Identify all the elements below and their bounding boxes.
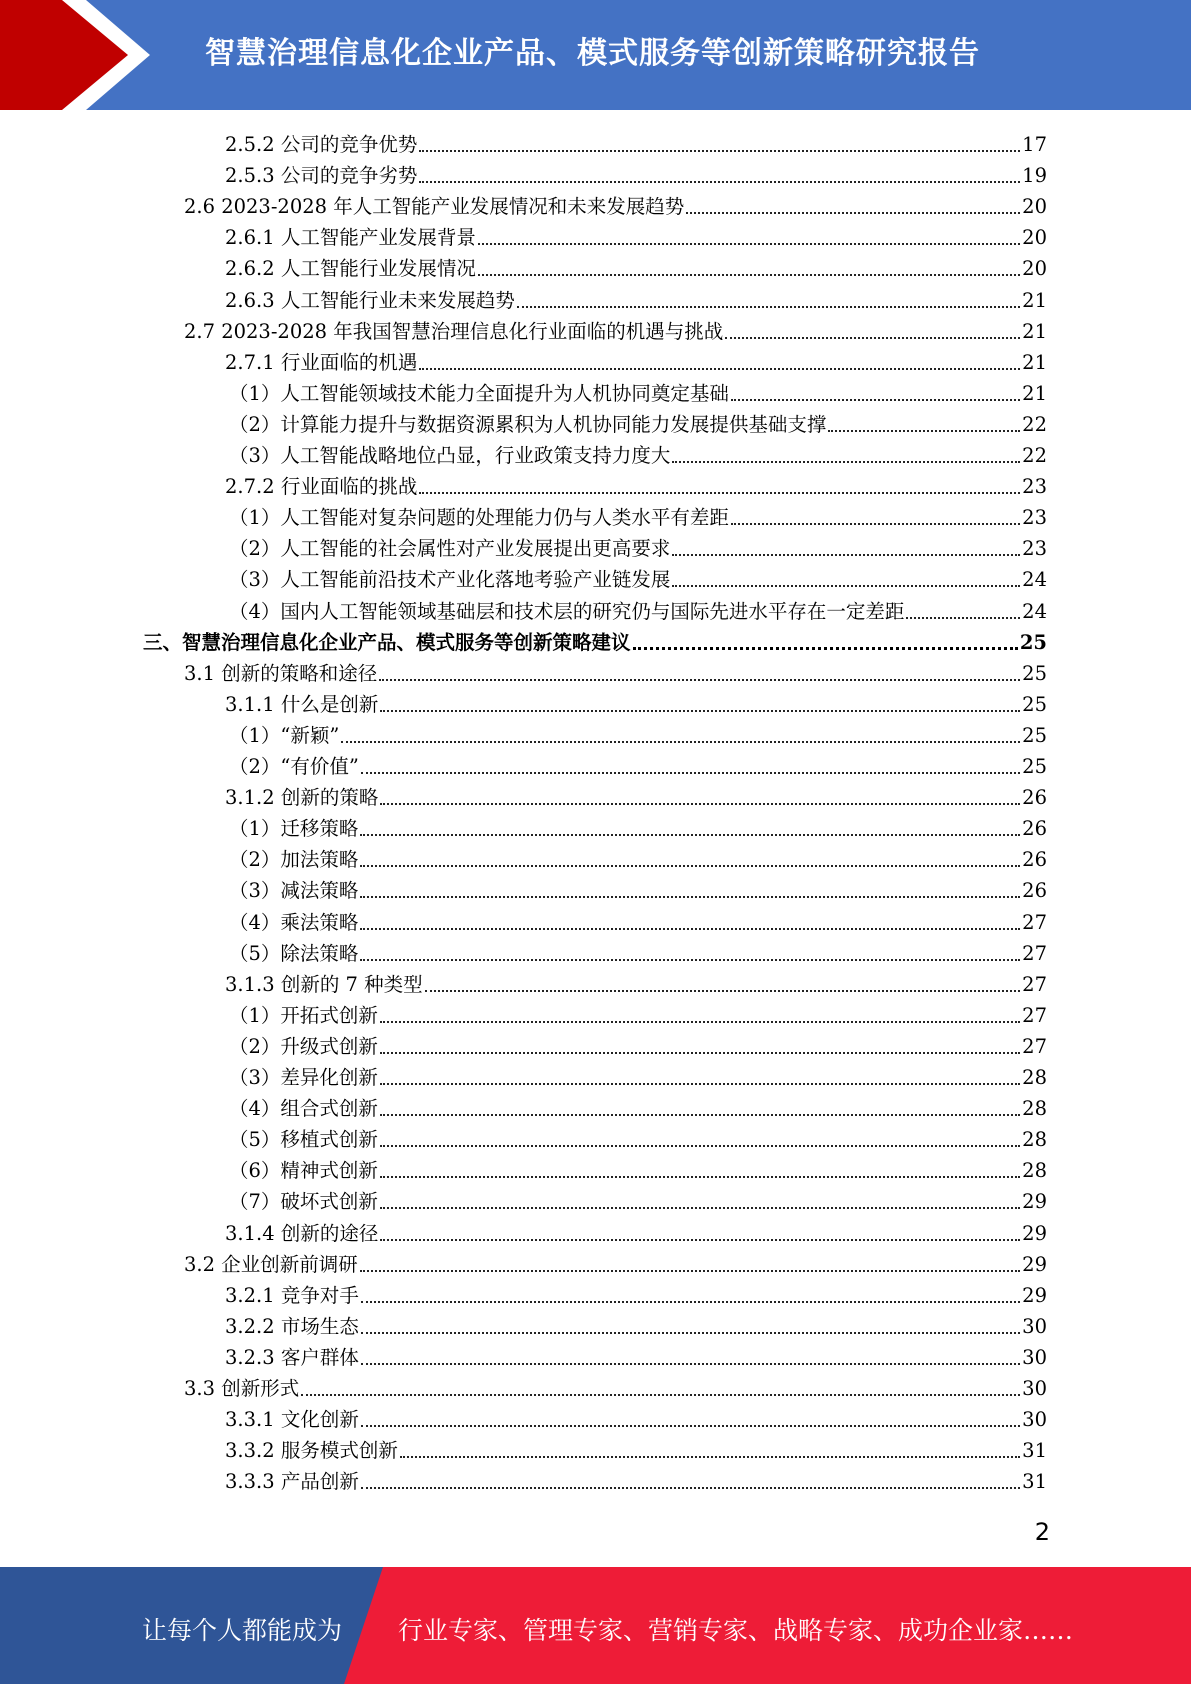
toc-entry-title: 2.6 2023-2028 年人工智能产业发展情况和未来发展趋势 bbox=[184, 195, 685, 219]
toc-entry[interactable] bbox=[184, 656, 1047, 687]
toc-entry-page: 29 bbox=[1022, 1190, 1047, 1214]
toc-leader-dots bbox=[360, 865, 1020, 867]
toc-entry-page: 21 bbox=[1022, 288, 1047, 312]
toc-entry[interactable] bbox=[229, 562, 1047, 593]
toc-entry-page: 20 bbox=[1022, 226, 1047, 250]
toc-leader-dots bbox=[633, 647, 1018, 650]
toc-leader-dots bbox=[361, 1363, 1020, 1365]
toc-entry-title: 3.1 创新的策略和途径 bbox=[184, 661, 378, 685]
toc-leader-dots bbox=[419, 368, 1020, 370]
toc-entry-title: （3）人工智能战略地位凸显，行业政策支持力度大 bbox=[229, 444, 671, 467]
toc-entry-page: 20 bbox=[1022, 195, 1047, 219]
toc-entry-title: 2.6.3 人工智能行业未来发展趋势 bbox=[225, 288, 515, 312]
toc-entry-title: （2）加法策略 bbox=[229, 848, 359, 872]
toc-entry-page: 17 bbox=[1022, 133, 1047, 156]
toc-entry-title: 2.7 2023-2028 年我国智慧治理信息化行业面临的机遇与挑战 bbox=[184, 319, 724, 343]
toc-entry-page: 21 bbox=[1022, 381, 1047, 405]
toc-entry-title: 2.5.3 公司的竞争劣势 bbox=[225, 164, 418, 188]
toc-entry-page: 27 bbox=[1022, 1003, 1047, 1027]
toc-entry[interactable] bbox=[225, 469, 1047, 500]
toc-leader-dots bbox=[419, 150, 1020, 152]
toc-leader-dots bbox=[517, 306, 1020, 308]
toc-entry-title: 3.2.2 市场生态 bbox=[225, 1314, 359, 1338]
toc-leader-dots bbox=[731, 523, 1020, 525]
toc-leader-dots bbox=[380, 1207, 1020, 1209]
toc-entry-page: 22 bbox=[1022, 444, 1047, 467]
toc-entry[interactable] bbox=[225, 1402, 1047, 1433]
page-number: 2 bbox=[1034, 1518, 1050, 1546]
toc-leader-dots bbox=[360, 1270, 1020, 1272]
toc-entry-page: 26 bbox=[1022, 817, 1047, 841]
toc-entry-title: 3.2.3 客户群体 bbox=[225, 1345, 359, 1369]
toc-leader-dots bbox=[380, 1239, 1020, 1241]
toc-entry-title: （2）“有价值” bbox=[229, 755, 359, 778]
toc-entry-title: （7）破坏式创新 bbox=[229, 1190, 378, 1214]
toc-entry-title: （1）开拓式创新 bbox=[229, 1003, 378, 1027]
toc-entry[interactable] bbox=[225, 345, 1047, 376]
toc-entry-title: （4）组合式创新 bbox=[229, 1097, 378, 1121]
toc-entry-title: 3.1.3 创新的 7 种类型 bbox=[225, 972, 423, 996]
toc-entry[interactable] bbox=[225, 1309, 1047, 1340]
toc-entry[interactable] bbox=[225, 158, 1047, 189]
toc-entry[interactable] bbox=[229, 594, 1047, 625]
toc-entry-title: （1）人工智能领域技术能力全面提升为人机协同奠定基础 bbox=[229, 381, 729, 405]
toc-entry-page: 30 bbox=[1022, 1377, 1047, 1400]
toc-leader-dots bbox=[361, 772, 1020, 774]
toc-leader-dots bbox=[828, 430, 1020, 432]
toc-entry[interactable] bbox=[225, 1464, 1047, 1495]
toc-entry[interactable] bbox=[184, 1247, 1047, 1278]
toc-leader-dots bbox=[341, 741, 1020, 743]
toc-entry-page: 25 bbox=[1019, 630, 1047, 654]
toc-entry-page: 23 bbox=[1022, 537, 1047, 561]
toc-entry[interactable] bbox=[229, 500, 1047, 531]
toc-leader-dots bbox=[400, 1456, 1020, 1458]
toc-entry[interactable] bbox=[229, 936, 1047, 967]
toc-entry-title: 2.5.2 公司的竞争优势 bbox=[225, 133, 418, 156]
toc-entry-title: （2）计算能力提升与数据资源累积为人机协同能力发展提供基础支撑 bbox=[229, 412, 827, 436]
toc-entry-page: 27 bbox=[1022, 910, 1047, 934]
toc-entry[interactable] bbox=[225, 687, 1047, 718]
toc-entry-page: 25 bbox=[1022, 661, 1047, 685]
toc-leader-dots bbox=[419, 492, 1020, 494]
toc-leader-dots bbox=[379, 679, 1020, 681]
toc-leader-dots bbox=[478, 243, 1020, 245]
toc-leader-dots bbox=[380, 1021, 1020, 1023]
toc-leader-dots bbox=[906, 617, 1020, 619]
toc-entry[interactable] bbox=[225, 1433, 1047, 1464]
toc-entry[interactable] bbox=[143, 625, 1047, 656]
toc-entry[interactable] bbox=[229, 718, 1047, 749]
toc-entry-page: 30 bbox=[1022, 1408, 1047, 1432]
toc-entry-page: 23 bbox=[1022, 475, 1047, 499]
toc-leader-dots bbox=[361, 1425, 1020, 1427]
toc-entry-page: 20 bbox=[1022, 257, 1047, 281]
toc-entry-page: 30 bbox=[1022, 1345, 1047, 1369]
toc-leader-dots bbox=[672, 585, 1020, 587]
toc-entry-page: 25 bbox=[1022, 755, 1047, 778]
toc-entry-title: 3.2 企业创新前调研 bbox=[184, 1252, 358, 1276]
toc-leader-dots bbox=[419, 181, 1020, 183]
toc-entry[interactable] bbox=[229, 407, 1047, 438]
toc-leader-dots bbox=[360, 928, 1020, 930]
toc-entry[interactable] bbox=[229, 811, 1047, 842]
toc-entry-page: 28 bbox=[1022, 1066, 1047, 1089]
page-footer bbox=[0, 1567, 1191, 1684]
toc-entry-page: 25 bbox=[1022, 723, 1047, 747]
toc-entry-title: （1）迁移策略 bbox=[229, 817, 359, 841]
toc-entry-page: 28 bbox=[1022, 1128, 1047, 1152]
toc-entry[interactable] bbox=[229, 998, 1047, 1029]
toc-entry[interactable] bbox=[229, 531, 1047, 562]
report-title: 智慧治理信息化企业产品、模式服务等创新策略研究报告 bbox=[205, 36, 980, 71]
toc-entry[interactable] bbox=[225, 283, 1047, 314]
toc-leader-dots bbox=[361, 1301, 1020, 1303]
toc-entry-page: 27 bbox=[1022, 972, 1047, 996]
toc-entry-title: 2.7.1 行业面临的机遇 bbox=[225, 350, 418, 374]
toc-entry-page: 19 bbox=[1022, 164, 1047, 188]
toc-entry[interactable] bbox=[225, 1216, 1047, 1247]
toc-entry[interactable] bbox=[184, 314, 1047, 345]
toc-leader-dots bbox=[360, 896, 1020, 898]
toc-entry-page: 22 bbox=[1022, 412, 1047, 436]
toc-entry-page: 27 bbox=[1022, 941, 1047, 965]
toc-leader-dots bbox=[380, 803, 1020, 805]
toc-entry-title: （5）移植式创新 bbox=[229, 1128, 378, 1152]
toc-leader-dots bbox=[672, 554, 1020, 556]
toc-entry[interactable] bbox=[225, 780, 1047, 811]
header-arrow-decoration bbox=[0, 0, 160, 110]
toc-entry-page: 24 bbox=[1022, 568, 1047, 592]
toc-entry-page: 30 bbox=[1022, 1314, 1047, 1338]
toc-entry-title: （4）国内人工智能领域基础层和技术层的研究仍与国际先进水平存在一定差距 bbox=[229, 599, 905, 623]
toc-entry-page: 29 bbox=[1022, 1283, 1047, 1307]
toc-entry-page: 28 bbox=[1022, 1097, 1047, 1121]
toc-entry-title: （2）升级式创新 bbox=[229, 1034, 378, 1058]
toc-leader-dots bbox=[478, 274, 1020, 276]
toc-leader-dots bbox=[380, 1145, 1020, 1147]
toc-entry[interactable] bbox=[229, 376, 1047, 407]
toc-leader-dots bbox=[380, 1083, 1020, 1085]
toc-leader-dots bbox=[360, 959, 1020, 961]
toc-entry[interactable] bbox=[225, 220, 1047, 251]
toc-leader-dots bbox=[725, 337, 1020, 339]
toc-entry-title: 3.2.1 竞争对手 bbox=[225, 1283, 359, 1307]
footer-slogan-right: 行业专家、管理专家、营销专家、战略专家、成功企业家…… bbox=[398, 1616, 1074, 1645]
toc-entry[interactable] bbox=[225, 967, 1047, 998]
toc-entry[interactable] bbox=[225, 251, 1047, 282]
toc-entry-title: 3.3.1 文化创新 bbox=[225, 1408, 359, 1432]
toc-entry[interactable] bbox=[229, 1153, 1047, 1184]
toc-leader-dots bbox=[360, 834, 1020, 836]
toc-entry[interactable] bbox=[184, 1371, 1047, 1402]
toc-entry[interactable] bbox=[229, 1091, 1047, 1122]
toc-leader-dots bbox=[380, 1176, 1020, 1178]
toc-entry-page: 28 bbox=[1022, 1159, 1047, 1183]
toc-leader-dots bbox=[380, 1114, 1020, 1116]
toc-entry[interactable] bbox=[229, 1184, 1047, 1215]
toc-entry[interactable] bbox=[229, 1029, 1047, 1060]
toc-entry-page: 29 bbox=[1022, 1221, 1047, 1245]
toc-entry-title: 2.6.1 人工智能产业发展背景 bbox=[225, 226, 476, 250]
toc-leader-dots bbox=[361, 1332, 1020, 1334]
toc-entry[interactable] bbox=[229, 905, 1047, 936]
toc-entry-title: 2.6.2 人工智能行业发展情况 bbox=[225, 257, 476, 281]
toc-entry-page: 26 bbox=[1022, 786, 1047, 810]
toc-entry-title: 2.7.2 行业面临的挑战 bbox=[225, 475, 418, 499]
toc-entry-page: 24 bbox=[1022, 599, 1047, 623]
toc-entry[interactable] bbox=[229, 873, 1047, 904]
toc-entry-title: （6）精神式创新 bbox=[229, 1159, 378, 1183]
toc-entry-title: （3）人工智能前沿技术产业化落地考验产业链发展 bbox=[229, 568, 671, 592]
toc-leader-dots bbox=[380, 1052, 1020, 1054]
toc-entry-page: 23 bbox=[1022, 506, 1047, 530]
toc-entry-page: 29 bbox=[1022, 1252, 1047, 1276]
toc-entry[interactable] bbox=[229, 1122, 1047, 1153]
toc-entry-title: （3）差异化创新 bbox=[229, 1066, 378, 1089]
toc-entry-title: 3.3 创新形式 bbox=[184, 1377, 300, 1400]
toc-leader-dots bbox=[731, 399, 1020, 401]
toc-entry-page: 31 bbox=[1022, 1470, 1047, 1494]
footer-slogan-left: 让每个人都能成为 bbox=[142, 1616, 343, 1645]
toc-entry-title: 3.3.2 服务模式创新 bbox=[225, 1439, 398, 1463]
toc-entry-title: 3.1.4 创新的途径 bbox=[225, 1221, 379, 1245]
toc-entry-title: （4）乘法策略 bbox=[229, 910, 359, 934]
toc-leader-dots bbox=[361, 1487, 1020, 1489]
toc-entry-title: （3）减法策略 bbox=[229, 879, 359, 903]
toc-entry[interactable] bbox=[225, 127, 1047, 158]
toc-entry-title: 3.1.2 创新的策略 bbox=[225, 786, 379, 810]
toc-leader-dots bbox=[425, 990, 1021, 992]
toc-entry-title: 三、智慧治理信息化企业产品、模式服务等创新策略建议 bbox=[143, 630, 631, 654]
toc-entry[interactable] bbox=[229, 842, 1047, 873]
toc-entry-title: （1）“新颖” bbox=[229, 723, 340, 747]
toc-entry-title: （1）人工智能对复杂问题的处理能力仍与人类水平有差距 bbox=[229, 506, 729, 530]
toc-entry-title: 3.1.1 什么是创新 bbox=[225, 692, 379, 716]
toc-leader-dots bbox=[686, 212, 1020, 214]
toc-entry-page: 31 bbox=[1022, 1439, 1047, 1463]
toc-leader-dots bbox=[672, 461, 1020, 463]
toc-entry[interactable] bbox=[225, 1340, 1047, 1371]
toc-entry-page: 27 bbox=[1022, 1034, 1047, 1058]
toc-entry[interactable] bbox=[229, 1060, 1047, 1091]
toc-entry-title: （5）除法策略 bbox=[229, 941, 359, 965]
toc-entry[interactable] bbox=[225, 1278, 1047, 1309]
toc-entry-page: 25 bbox=[1022, 692, 1047, 716]
toc-entry[interactable] bbox=[184, 189, 1047, 220]
toc-entry-page: 21 bbox=[1022, 350, 1047, 374]
page-header bbox=[0, 0, 1191, 110]
toc-entry-title: （2）人工智能的社会属性对产业发展提出更高要求 bbox=[229, 537, 671, 561]
toc-entry-page: 26 bbox=[1022, 879, 1047, 903]
toc-entry[interactable] bbox=[229, 749, 1047, 780]
toc-leader-dots bbox=[380, 710, 1020, 712]
toc-entry-page: 21 bbox=[1022, 319, 1047, 343]
toc-leader-dots bbox=[301, 1394, 1020, 1396]
toc-entry-page: 26 bbox=[1022, 848, 1047, 872]
toc-entry-title: 3.3.3 产品创新 bbox=[225, 1470, 359, 1494]
toc-entry[interactable] bbox=[229, 438, 1047, 469]
